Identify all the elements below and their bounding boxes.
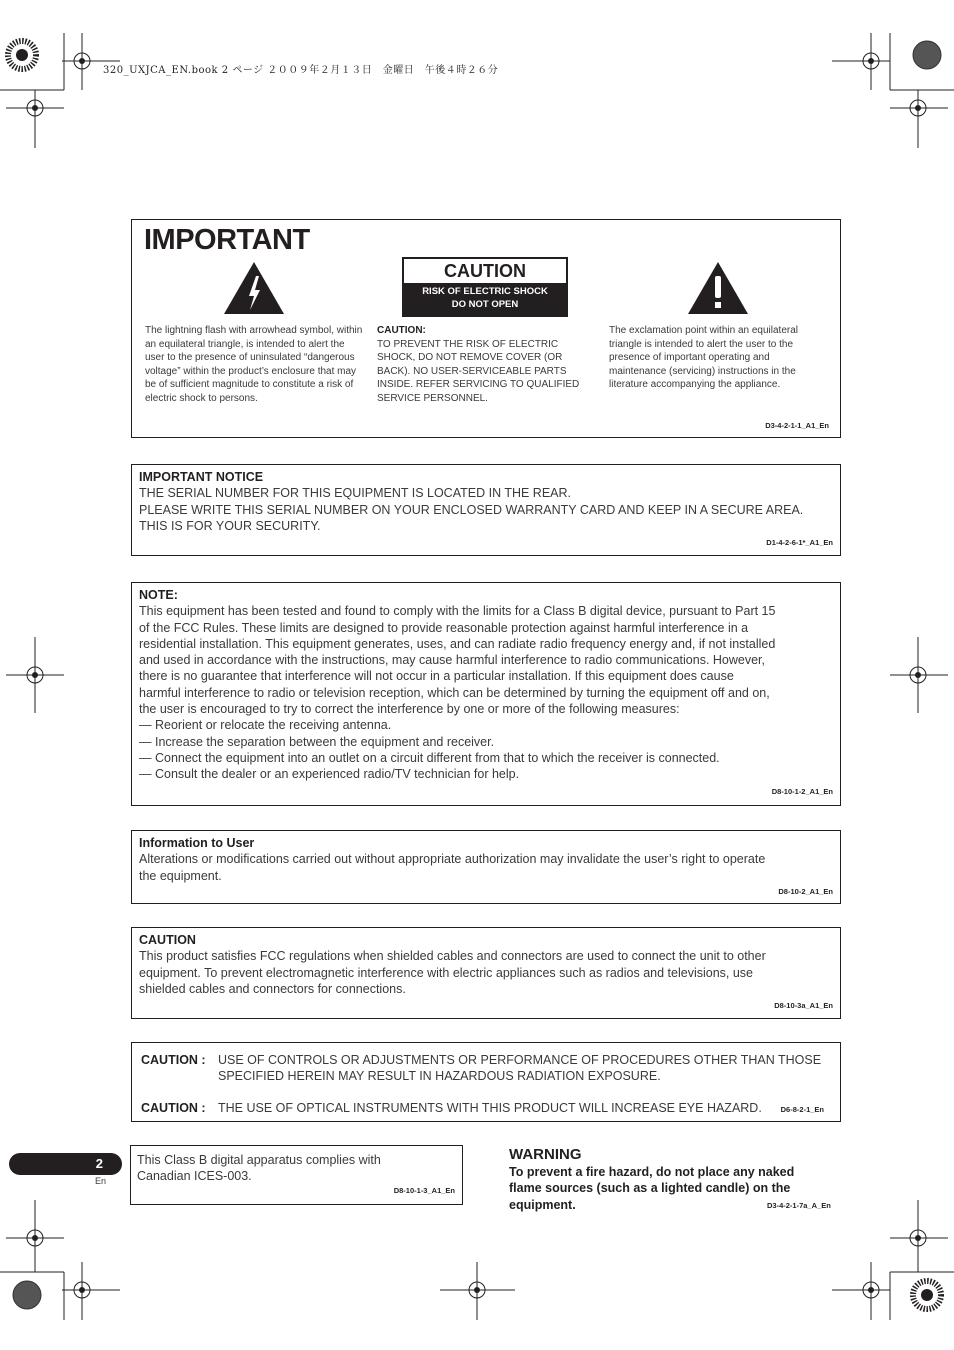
note-measure: — Reorient or relocate the receiving antenna. <box>139 718 392 733</box>
caution-fcc-line: This product satisfies FCC regulations when shielded cables and connectors are used to connect the unit to other <box>139 949 766 964</box>
note-heading: NOTE: <box>139 588 178 602</box>
laser-caution-text-1b: SPECIFIED HEREIN MAY RESULT IN HAZARDOUS RADIATION EXPOSURE. <box>218 1069 661 1084</box>
fcc-note-box <box>131 582 841 806</box>
note-line: harmful interference to radio or television reception, which can be determined by turning the equipment off and on, <box>139 685 770 700</box>
caution-heading: CAUTION: <box>377 325 426 336</box>
info-heading: Information to User <box>139 836 255 850</box>
note-line: This equipment has been tested and found to comply with the limits for a Class B digital device, pursuant to Part 15 <box>139 604 776 619</box>
laser-caution-text-2: THE USE OF OPTICAL INSTRUMENTS WITH THIS PRODUCT WILL INCREASE EYE HAZARD. <box>218 1101 762 1115</box>
note-code: D8-10-1-2_A1_En <box>771 787 833 796</box>
notice-code: D1-4-2-6-1*_A1_En <box>766 538 833 547</box>
caution-fcc-code: D8-10-3a_A1_En <box>774 1001 833 1010</box>
notice-line: THE SERIAL NUMBER FOR THIS EQUIPMENT IS LOCATED IN THE REAR. <box>139 486 572 501</box>
laser-code: D6-8-2-1_En <box>780 1105 824 1114</box>
notice-line: PLEASE WRITE THIS SERIAL NUMBER ON YOUR ENCLOSED WARRANTY CARD AND KEEP IN A SECURE AREA. <box>139 502 804 517</box>
page-language: En <box>95 1176 107 1186</box>
canada-line: This Class B digital apparatus complies with <box>137 1153 381 1167</box>
laser-caution-label-2: CAUTION : <box>141 1101 206 1115</box>
info-line: the equipment. <box>139 868 222 883</box>
note-line: the user is encouraged to try to correct the interference by one or more of the following measures: <box>139 702 680 717</box>
info-code: D8-10-2_A1_En <box>778 887 833 896</box>
note-measure: — Consult the dealer or an experienced radio/TV technician for help. <box>139 767 520 782</box>
warning-section <box>509 1146 794 1213</box>
warning-line: To prevent a fire hazard, do not place any naked <box>509 1165 795 1179</box>
caution-fcc-box <box>131 927 841 1019</box>
note-line: of the FCC Rules. These limits are designed to provide reasonable protection against harmful interference in a <box>139 620 749 635</box>
warning-line: flame sources (such as a lighted candle) on the <box>509 1181 791 1196</box>
important-title: IMPORTANT <box>144 224 310 256</box>
lightning-description: The lightning flash with arrowhead symbol, within an equilateral triangle, is intended to alert the user to the presence of uninsulated “dangerous voltage” within the product’s enclosure that may be of sufficient magnitude to constitute a risk of electric shock to persons. <box>145 325 363 404</box>
note-measure: — Increase the separation between the equipment and receiver. <box>139 734 495 749</box>
notice-heading: IMPORTANT NOTICE <box>139 470 264 484</box>
caution-label-line1: RISK OF ELECTRIC SHOCK <box>422 286 548 297</box>
laser-caution-label-1: CAUTION : <box>141 1053 206 1067</box>
file-header-line: 320_UXJCA_EN.book 2 ページ ２００９年２月１３日 金曜日 午後４時２６分 <box>103 65 499 76</box>
caution-label-title: CAUTION <box>444 261 526 281</box>
caution-label-line2: DO NOT OPEN <box>451 298 519 310</box>
caution-warning-label <box>402 257 568 317</box>
important-code: D3-4-2-1-1_A1_En <box>765 421 829 430</box>
note-measure: — Connect the equipment into an outlet on a circuit different from that to which the receiver is connected. <box>139 750 720 765</box>
caution-body: TO PREVENT THE RISK OF ELECTRIC SHOCK, DO NOT REMOVE COVER (OR BACK). NO USER-SERVICEABLE PARTS INSIDE. REFER SERVICING TO QUALIFIED SERVICE PERSONNEL. <box>377 338 580 404</box>
caution-fcc-line: shielded cables and connectors for connections. <box>139 981 406 996</box>
caution-fcc-line: equipment. To prevent electromagnetic interference with electric appliances such as radios and televisions, use <box>139 965 753 980</box>
laser-caution-box <box>131 1042 841 1122</box>
note-line: there is no guarantee that interference will not occur in a particular installation. If this equipment does cause <box>139 669 734 684</box>
laser-caution-text-1: USE OF CONTROLS OR ADJUSTMENTS OR PERFORMANCE OF PROCEDURES OTHER THAN THOSE <box>218 1053 822 1067</box>
canada-ices-box <box>130 1145 463 1205</box>
exclamation-triangle-icon <box>686 260 750 316</box>
warning-line: equipment. <box>509 1197 576 1212</box>
info-line: Alterations or modifications carried out without appropriate authorization may invalidate the user’s right to operate <box>139 852 766 867</box>
note-line: and used in accordance with the instructions, may cause harmful interference to radio communications. However, <box>139 653 766 668</box>
lightning-triangle-icon <box>222 260 286 316</box>
info-to-user-box <box>131 830 841 904</box>
notice-line: THIS IS FOR YOUR SECURITY. <box>139 518 321 533</box>
warning-code: D3-4-2-1-7a_A_En <box>767 1201 831 1210</box>
canada-line: Canadian ICES-003. <box>137 1169 252 1184</box>
canada-code: D8-10-1-3_A1_En <box>393 1186 455 1195</box>
page-number-tab: 2 <box>9 1153 122 1175</box>
note-line: residential installation. This equipment generates, uses, and can radiate radio frequency energy and, if not installed <box>139 636 776 651</box>
important-box <box>131 219 841 438</box>
warning-heading: WARNING <box>509 1146 582 1163</box>
exclamation-description: The exclamation point within an equilateral triangle is intended to alert the user to the presence of important operating and maintenance (servicing) instructions in the literature accompanying the appliance. <box>609 325 798 391</box>
caution-fcc-heading: CAUTION <box>139 933 196 947</box>
caution-description <box>377 324 589 406</box>
important-notice-box <box>131 464 841 556</box>
